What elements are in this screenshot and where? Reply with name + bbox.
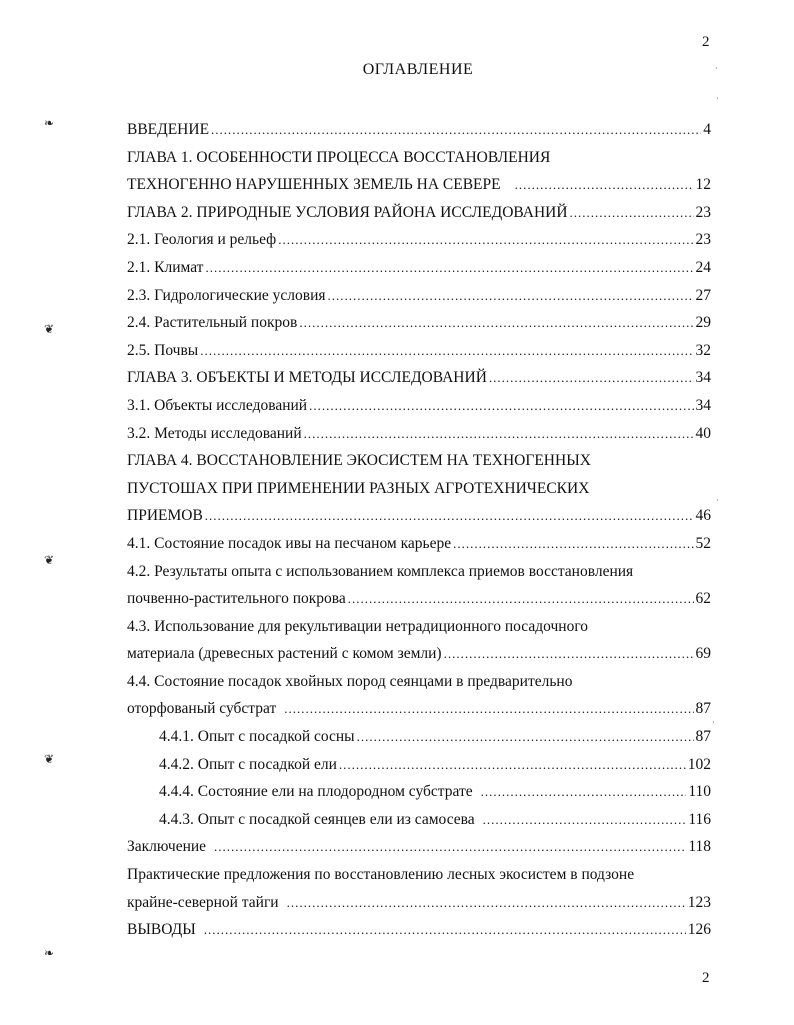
margin-mark: ❦: [44, 322, 55, 336]
page-number-bottom: 2: [702, 970, 710, 986]
margin-mark: ❧: [44, 946, 55, 960]
toc-entry-2-3[interactable]: 2.3. Гидрологические условия ..... 27: [127, 282, 711, 310]
scan-speck: ‧: [716, 496, 719, 505]
toc-entry-chapter-4-end[interactable]: ПРИЕМОВ ..... 46: [127, 502, 711, 530]
table-of-contents: [127, 116, 711, 944]
toc-entry-recommendations[interactable]: Практические предложения по восстановлению лесных экосистем в подзоне: [127, 866, 635, 884]
toc-entry-4-4-4[interactable]: 4.4.4. Состояние ели на плодородном субстрате ..... 110: [127, 778, 711, 806]
toc-entry-chapter-2[interactable]: ГЛАВА 2. ПРИРОДНЫЕ УСЛОВИЯ РАЙОНА ИССЛЕДОВАНИЙ ..... 23: [127, 199, 711, 227]
toc-entry-4-4-cont[interactable]: оторфованый субстрат ..... 87: [127, 695, 711, 723]
toc-entry-4-3-cont[interactable]: материала (древесных растений с комом земли) ..... 69: [127, 640, 711, 668]
toc-entry-4-2[interactable]: 4.2. Результаты опыта с использованием комплекса приемов восстановления: [127, 562, 634, 580]
toc-entry-4-4-2[interactable]: 4.4.2. Опыт с посадкой ели ..... 102: [127, 751, 711, 779]
toc-entry-2-1[interactable]: 2.1. Геология и рельеф ..... 23: [127, 226, 711, 254]
toc-entry-2-5[interactable]: 2.5. Почвы ..... 32: [127, 337, 711, 365]
toc-entry-chapter-4-cont[interactable]: ПУСТОШАХ ПРИ ПРИМЕНЕНИИ РАЗНЫХ АГРОТЕХНИЧЕСКИХ: [127, 479, 590, 497]
scan-speck: ‧: [712, 718, 715, 727]
page-title: ОГЛАВЛЕНИЕ: [362, 61, 474, 78]
margin-mark: ❦: [44, 553, 55, 567]
toc-entry-4-2-cont[interactable]: почвенно-растительного покрова ..... 62: [127, 585, 711, 613]
margin-mark: ❧: [44, 116, 55, 130]
toc-entry-chapter-3[interactable]: ГЛАВА 3. ОБЪЕКТЫ И МЕТОДЫ ИССЛЕДОВАНИЙ ..... 34: [127, 364, 711, 392]
toc-entry-recommendations-cont[interactable]: крайне-северной тайги ..... 123: [127, 889, 711, 917]
toc-entry-4-4-3[interactable]: 4.4.3. Опыт с посадкой сеянцев ели из самосева ..... 116: [127, 806, 711, 834]
margin-mark: ❦: [44, 752, 55, 766]
page-number-top: 2: [702, 34, 710, 50]
toc-entry-4-1[interactable]: 4.1. Состояние посадок ивы на песчаном карьере ..... 52: [127, 530, 711, 558]
toc-entry-chapter-4[interactable]: ГЛАВА 4. ВОССТАНОВЛЕНИЕ ЭКОСИСТЕМ НА ТЕХНОГЕННЫХ: [127, 452, 591, 470]
scan-speck: ‧: [716, 94, 719, 103]
scan-speck: ‧: [715, 64, 718, 73]
toc-entry-findings[interactable]: ВЫВОДЫ ..... 126: [127, 916, 711, 944]
toc-entry-chapter-1[interactable]: ГЛАВА 1. ОСОБЕННОСТИ ПРОЦЕССА ВОССТАНОВЛЕНИЯ: [127, 148, 551, 166]
toc-entry-3-2[interactable]: 3.2. Методы исследований ..... 40: [127, 420, 711, 448]
toc-entry-4-3[interactable]: 4.3. Использование для рекультивации нетрадиционного посадочного: [127, 617, 589, 635]
toc-entry-introduction[interactable]: ВВЕДЕНИЕ ..... 4: [127, 116, 711, 144]
toc-entry-3-1[interactable]: 3.1. Объекты исследований ..... 34: [127, 392, 711, 420]
toc-entry-chapter-1-cont[interactable]: ТЕХНОГЕННО НАРУШЕННЫХ ЗЕМЕЛЬ НА СЕВЕРЕ ..... 12: [127, 171, 711, 199]
toc-entry-conclusion[interactable]: Заключение ..... 118: [127, 833, 711, 861]
toc-entry-4-4[interactable]: 4.4. Состояние посадок хвойных пород сеянцами в предварительно: [127, 672, 573, 690]
toc-entry-2-1-climate[interactable]: 2.1. Климат ..... 24: [127, 254, 711, 282]
toc-entry-4-4-1[interactable]: 4.4.1. Опыт с посадкой сосны ..... 87: [127, 723, 711, 751]
toc-entry-2-4[interactable]: 2.4. Растительный покров ..... 29: [127, 309, 711, 337]
